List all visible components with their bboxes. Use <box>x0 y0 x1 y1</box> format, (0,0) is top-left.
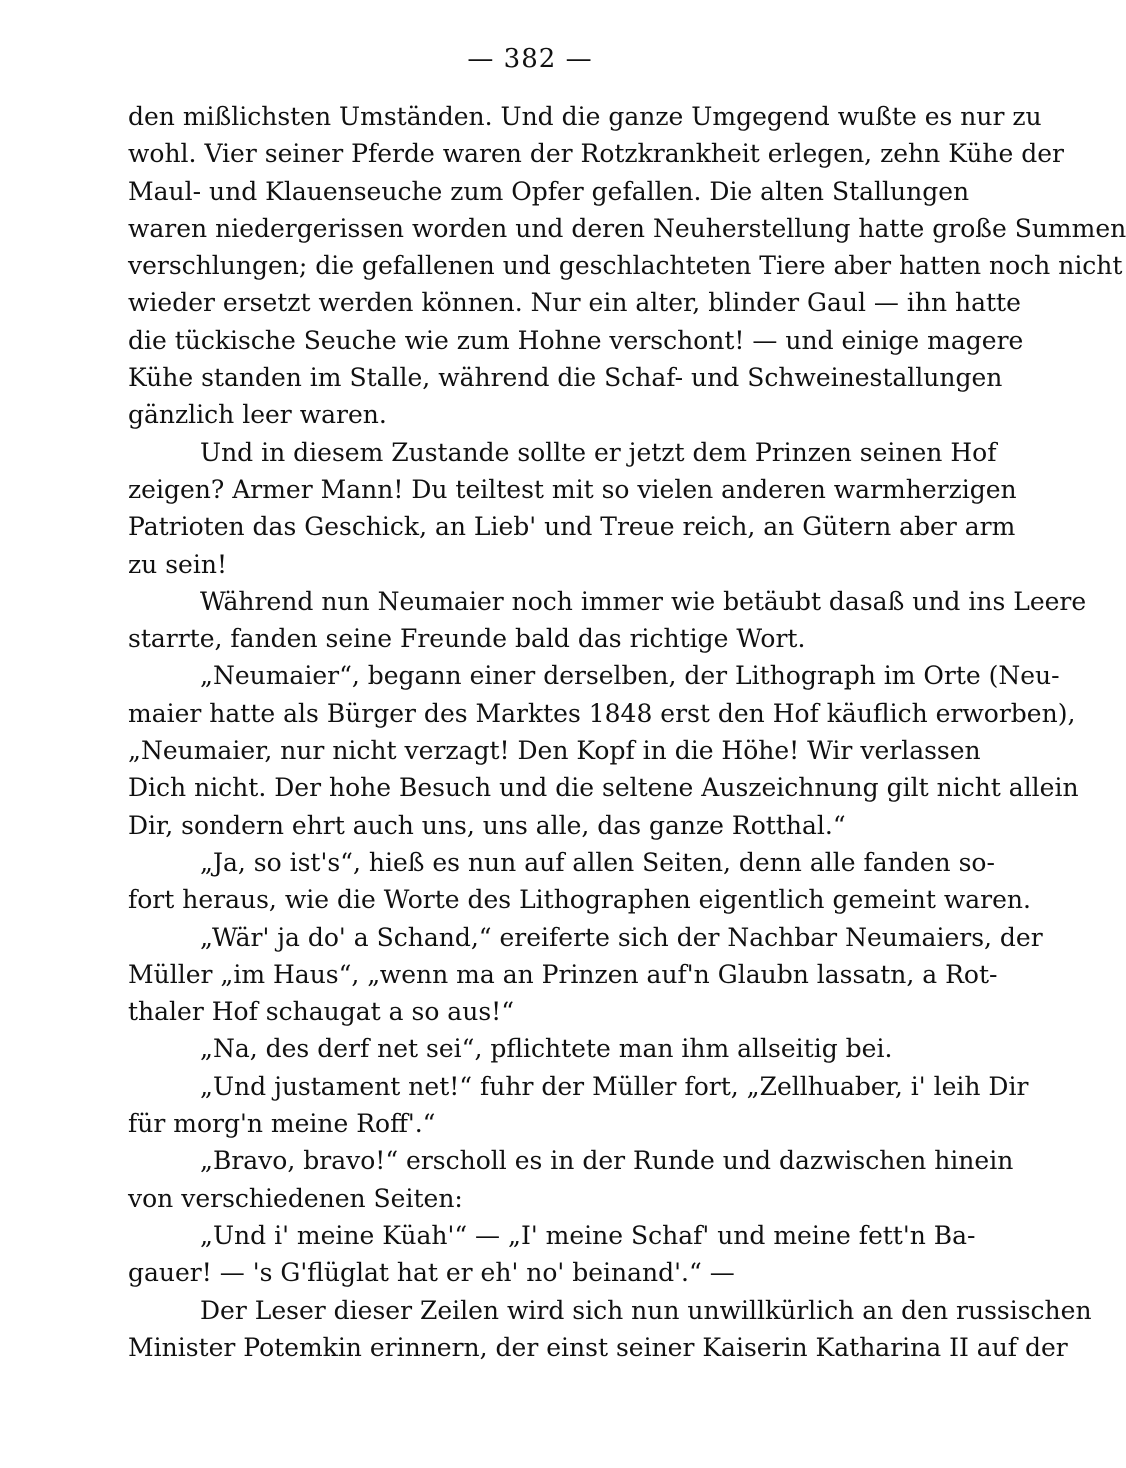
text-line: verschlungen; die gefallenen und geschlachteten Tiere aber hatten noch nicht <box>128 251 1123 281</box>
text-line: Minister Potemkin erinnern, der einst seiner Kaiserin Katharina II auf der <box>128 1332 1068 1362</box>
text-line: „Bravo, bravo!“ erscholl es in der Runde und dazwischen hinein <box>200 1146 1014 1176</box>
text-line: „Neumaier, nur nicht verzagt! Den Kopf in die Höhe! Wir verlassen <box>128 736 981 766</box>
text-line: maier hatte als Bürger des Marktes 1848 erst den Hof käuflich erworben), <box>128 698 1076 728</box>
text-line: zu sein! <box>128 549 227 579</box>
page-number: — 382 — <box>467 44 593 74</box>
text-line: fort heraus, wie die Worte des Lithographen eigentlich gemeint waren. <box>128 885 1031 915</box>
text-line: zeigen? Armer Mann! Du teiltest mit so vielen anderen warmherzigen <box>128 474 1017 504</box>
text-line: wieder ersetzt werden können. Nur ein alter, blinder Gaul — ihn hatte <box>128 288 1021 318</box>
text-line: Während nun Neumaier noch immer wie betäubt dasaß und ins Leere <box>200 586 1087 616</box>
text-line: „Ja, so ist's“, hieß es nun auf allen Seiten, denn alle fanden so- <box>200 847 995 877</box>
text-line: starrte, fanden seine Freunde bald das richtige Wort. <box>128 624 806 654</box>
text-line: „Und justament net!“ fuhr der Müller fort, „Zellhuaber, i' leih Dir <box>200 1071 1029 1101</box>
text-line: gauer! — 's G'flüglat hat er eh' no' beinand'.“ — <box>128 1258 735 1288</box>
text-line: gänzlich leer waren. <box>128 400 387 430</box>
text-line: von verschiedenen Seiten: <box>128 1183 463 1213</box>
body-text <box>128 98 1126 1366</box>
text-line: „Neumaier“, begann einer derselben, der Lithograph im Orte (Neu- <box>200 661 1060 691</box>
text-line: den mißlichsten Umständen. Und die ganze Umgegend wußte es nur zu <box>128 102 1042 131</box>
text-line: Patrioten das Geschick, an Lieb' und Treue reich, an Gütern aber arm <box>128 512 1016 542</box>
text-line: Der Leser dieser Zeilen wird sich nun unwillkürlich an den russischen <box>200 1295 1092 1325</box>
text-line: „Und i' meine Küah'“ — „I' meine Schaf' und meine fett'n Ba- <box>200 1220 976 1250</box>
text-line: für morg'n meine Roff'.“ <box>128 1109 436 1139</box>
text-line: Dich nicht. Der hohe Besuch und die seltene Auszeichnung gilt nicht allein <box>128 773 1079 803</box>
text-line: „Na, des derf net sei“, pflichtete man ihm allseitig bei. <box>200 1034 893 1064</box>
text-line: „Wär' ja do' a Schand,“ ereiferte sich der Nachbar Neumaiers, der <box>200 922 1043 952</box>
text-line: Kühe standen im Stalle, während die Schaf- und Schweinestallungen <box>128 363 1003 393</box>
text-line: waren niedergerissen worden und deren Neuherstellung hatte große Summen <box>128 213 1126 243</box>
text-line: Maul- und Klauenseuche zum Opfer gefallen. Die alten Stallungen <box>128 176 970 206</box>
text-line: die tückische Seuche wie zum Hohne verschont! — und einige magere <box>128 325 1024 355</box>
text-line: Müller „im Haus“, „wenn ma an Prinzen auf'n Glaubn lassatn, a Rot- <box>128 959 998 989</box>
text-line: thaler Hof schaugat a so aus!“ <box>128 997 514 1027</box>
text-line: Und in diesem Zustande sollte er jetzt dem Prinzen seinen Hof <box>200 437 997 467</box>
text-line: wohl. Vier seiner Pferde waren der Rotzkrankheit erlegen, zehn Kühe der <box>128 139 1065 169</box>
text-line: Dir, sondern ehrt auch uns, uns alle, das ganze Rotthal.“ <box>128 810 846 840</box>
